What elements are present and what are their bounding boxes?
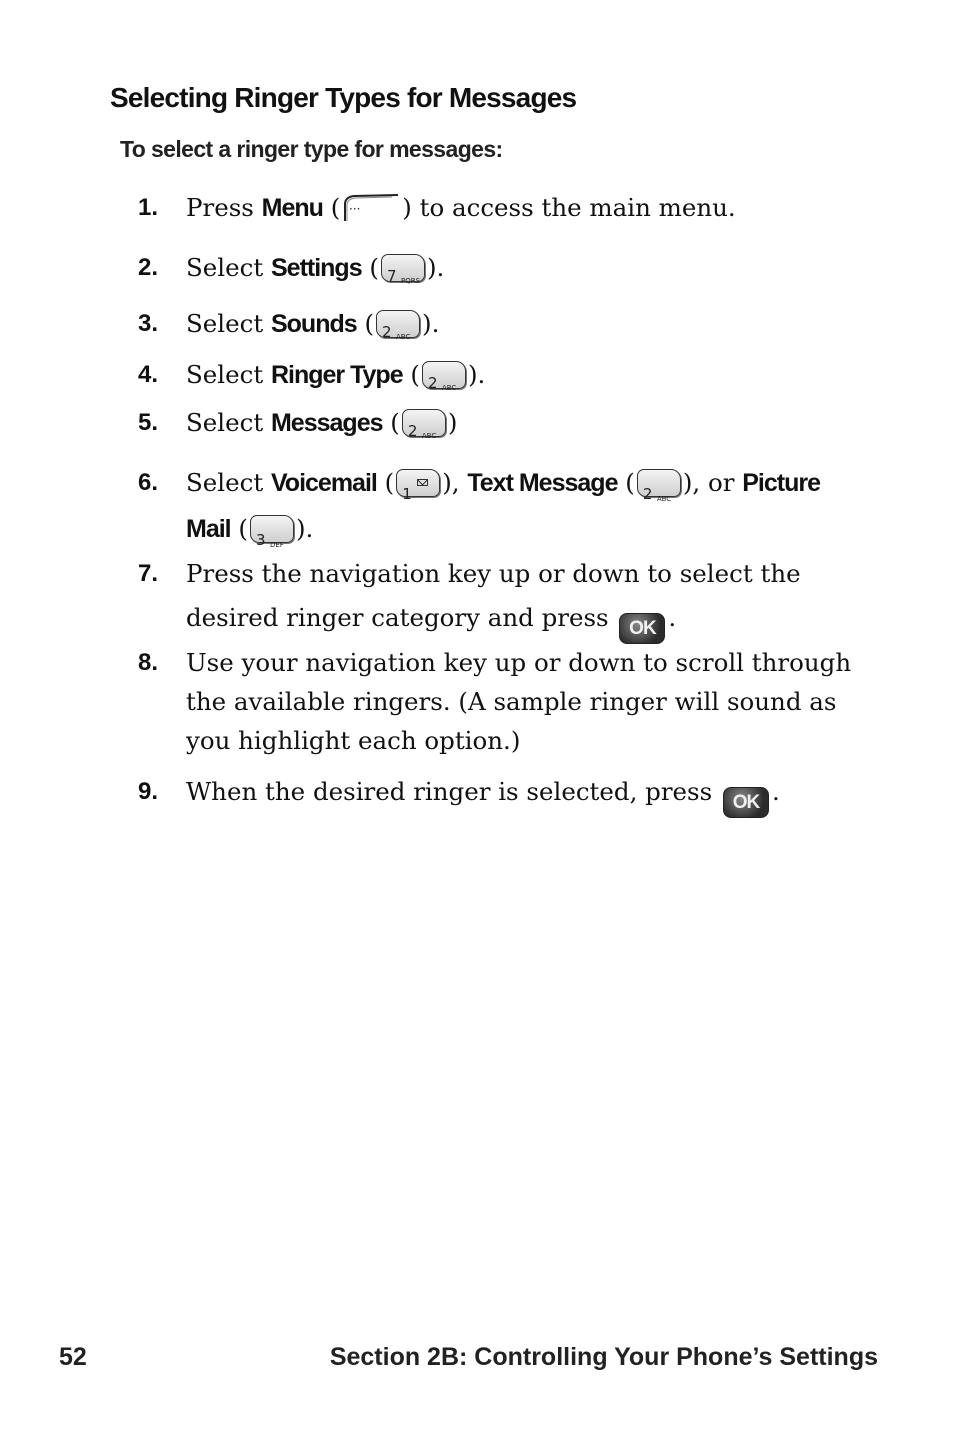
key-letters: ABC bbox=[421, 432, 437, 440]
key-1-voicemail-icon bbox=[396, 469, 440, 503]
key-letters: DEF bbox=[269, 541, 284, 549]
step-number: 4. bbox=[138, 361, 159, 388]
key-letters: ABC bbox=[656, 495, 672, 503]
keyword-menu: Menu bbox=[261, 194, 323, 222]
key-digit: 1 bbox=[402, 485, 412, 503]
step-text: ). bbox=[422, 309, 440, 338]
keyword-voicemail: Voicemail bbox=[270, 469, 377, 497]
step-text: Select bbox=[186, 360, 271, 389]
key-2-icon bbox=[402, 409, 446, 440]
step-number: 8. bbox=[138, 649, 159, 676]
step-number: 7. bbox=[138, 560, 159, 587]
step-text: ( bbox=[230, 514, 248, 543]
step-text: ( bbox=[376, 468, 395, 497]
keyword-messages: Messages bbox=[270, 409, 383, 437]
step-number: 9. bbox=[138, 778, 159, 805]
step-text: ( bbox=[322, 193, 341, 222]
step-text: ( bbox=[402, 360, 420, 389]
step-text: ), bbox=[442, 468, 468, 497]
step-number: 3. bbox=[138, 310, 159, 337]
key-letters: PQRS bbox=[400, 277, 421, 285]
step-1 bbox=[138, 188, 868, 228]
key-digit: 7 bbox=[386, 267, 397, 285]
section-heading: Selecting Ringer Types for Messages bbox=[110, 82, 577, 113]
step-9 bbox=[138, 772, 868, 818]
step-text: Select bbox=[186, 468, 271, 497]
key-letters: ABC bbox=[396, 333, 411, 341]
step-text: Press bbox=[186, 193, 262, 222]
page-number: 52 bbox=[59, 1343, 87, 1371]
step-text: ). bbox=[467, 360, 486, 389]
step-text: Select bbox=[186, 309, 271, 338]
ok-key-icon: OK bbox=[723, 787, 769, 818]
step-5 bbox=[138, 403, 868, 443]
menu-softkey-icon bbox=[342, 193, 400, 223]
keyword-text-message: Text Message bbox=[467, 469, 618, 497]
step-7 bbox=[138, 552, 868, 644]
step-text: Press the navigation key up or down to select the desired ringer category and press bbox=[186, 559, 801, 632]
step-3 bbox=[138, 304, 868, 344]
step-number: 1. bbox=[138, 194, 159, 221]
key-7-icon bbox=[381, 254, 425, 285]
step-text: Use your navigation key up or down to scroll through the available ringers. (A sample ringer will sound as you highlight each option.) bbox=[186, 648, 852, 755]
ok-key-icon: OK bbox=[619, 613, 665, 644]
step-8 bbox=[138, 643, 868, 760]
key-2-icon bbox=[637, 469, 681, 503]
step-text: ), or bbox=[682, 468, 743, 497]
key-digit: 2 bbox=[427, 374, 438, 392]
keyword-picture-mail: Picture Mail bbox=[186, 469, 820, 543]
step-text: Select bbox=[186, 253, 271, 282]
step-text: ( bbox=[382, 408, 400, 437]
step-text: ) to access the main menu. bbox=[402, 193, 736, 222]
step-number: 6. bbox=[138, 469, 159, 496]
step-4 bbox=[138, 355, 868, 395]
section-footer-title: Section 2B: Controlling Your Phone’s Settings bbox=[329, 1343, 878, 1371]
step-number: 2. bbox=[138, 254, 159, 281]
key-digit: 2 bbox=[382, 323, 392, 341]
step-text: ( bbox=[617, 468, 635, 497]
key-digit: 2 bbox=[407, 422, 418, 440]
step-text: . bbox=[668, 603, 677, 632]
key-3-icon bbox=[250, 515, 294, 549]
step-number: 5. bbox=[138, 409, 159, 436]
step-text: . bbox=[771, 777, 780, 806]
keyword-settings: Settings bbox=[270, 254, 362, 282]
step-text: ). bbox=[426, 253, 445, 282]
step-text: ( bbox=[356, 309, 375, 338]
menu-key-label: ··· bbox=[349, 202, 361, 216]
step-text: Select bbox=[186, 408, 271, 437]
key-2-icon bbox=[422, 361, 466, 392]
keyword-ringer-type: Ringer Type bbox=[270, 361, 403, 389]
envelope-icon bbox=[417, 479, 428, 486]
keyword-sounds: Sounds bbox=[270, 310, 357, 338]
step-2 bbox=[138, 248, 868, 288]
step-text: ). bbox=[295, 514, 314, 543]
step-6 bbox=[138, 460, 868, 552]
key-2-icon bbox=[376, 310, 420, 341]
step-text: When the desired ringer is selected, press bbox=[186, 777, 720, 806]
step-text: ) bbox=[447, 408, 458, 437]
intro-text: To select a ringer type for messages: bbox=[120, 136, 503, 162]
step-text: ( bbox=[361, 253, 379, 282]
key-letters: ABC bbox=[441, 384, 457, 392]
key-digit: 3 bbox=[255, 531, 266, 549]
key-digit: 2 bbox=[642, 485, 653, 503]
